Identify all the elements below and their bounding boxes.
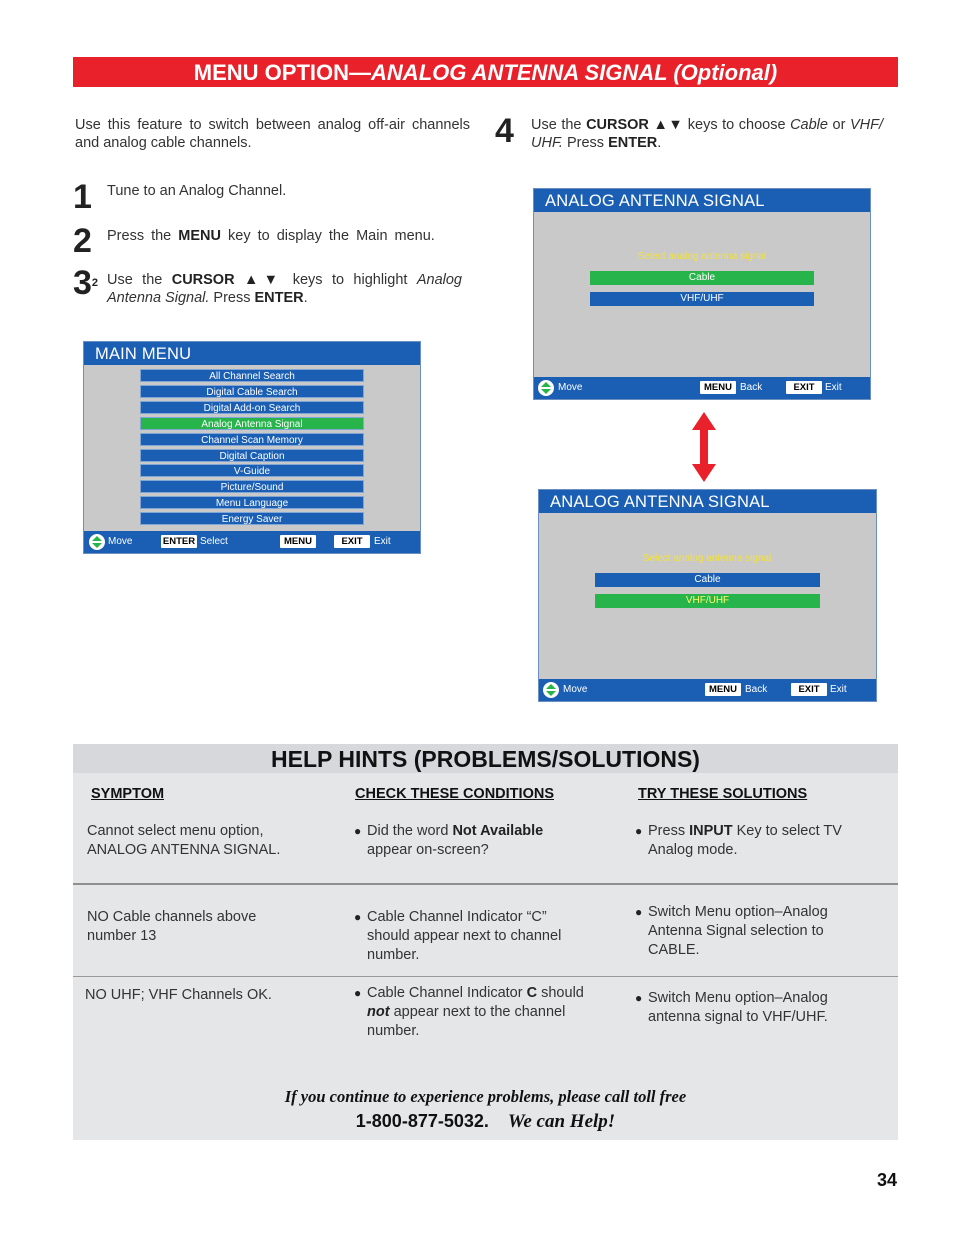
- menu-key: MENU: [280, 535, 316, 548]
- page-number: 34: [876, 1170, 897, 1190]
- antenna-screen-2-header: ANALOG ANTENNA SIGNAL: [539, 490, 876, 513]
- move-label: Move: [108, 536, 133, 547]
- menu-item-picture-sound[interactable]: Picture/Sound: [140, 480, 364, 493]
- move-label: Move: [563, 684, 588, 695]
- move-arrows-icon: [543, 682, 559, 698]
- antenna-screen-1-header: ANALOG ANTENNA SIGNAL: [534, 189, 870, 212]
- step-4-text: Use the CURSOR ▲▼ keys to choose Cable or VHF/ UHF. Press ENTER.: [531, 117, 883, 151]
- step-1-text: Tune to an Analog Channel.: [107, 183, 287, 199]
- intro-text: Use this feature to switch between analog off-air channels and analog cable channels.: [75, 117, 470, 151]
- row-1-solution: Press INPUT Key to select TV Analog mode.: [648, 823, 842, 858]
- antenna-prompt-2: Select analog antenna signal: [642, 553, 772, 564]
- exit-key: EXIT: [786, 381, 822, 394]
- row-2-condition: Cable Channel Indicator “C” should appear next to channel number.: [367, 909, 562, 963]
- row-1-symptom: Cannot select menu option, ANALOG ANTENNA SIGNAL.: [87, 823, 281, 858]
- help-footnote: If you continue to experience problems, please call toll free: [284, 1087, 687, 1106]
- exit-label: Exit: [374, 536, 391, 547]
- back-label: Back: [740, 382, 763, 393]
- exit-label: Exit: [830, 684, 847, 695]
- menu-item-digital-add-on-search[interactable]: Digital Add-on Search: [140, 401, 364, 414]
- step-2-number: 2: [73, 222, 92, 260]
- menu-item-channel-scan-memory[interactable]: Channel Scan Memory: [140, 433, 364, 446]
- bullet-icon: ●: [354, 910, 362, 924]
- row-3-condition: Cable Channel Indicator C should not appear next to the channel number.: [367, 985, 584, 1039]
- row-2-solution: Switch Menu option–Analog Antenna Signal selection to CABLE.: [648, 904, 828, 958]
- toggle-double-arrow-icon: [689, 410, 719, 484]
- step-1-number: 1: [73, 178, 92, 216]
- symptom-header: SYMPTOM: [91, 786, 165, 802]
- row-3-symptom: NO UHF; VHF Channels OK.: [85, 987, 272, 1003]
- menu-item-energy-saver[interactable]: Energy Saver: [140, 512, 364, 525]
- antenna-screen-2-footer: [539, 679, 876, 701]
- bullet-icon: ●: [635, 991, 643, 1005]
- step-4-number: 4: [495, 112, 514, 150]
- page-title-bar: [73, 57, 898, 87]
- phone-number: 1-800-877-5032.: [355, 1111, 489, 1131]
- step-3-text: Use the CURSOR ▲▼ keys to highlight Analog Antenna Signal. Press ENTER.: [107, 272, 462, 306]
- row-divider: [73, 883, 898, 885]
- antenna-screen-1-footer: [534, 377, 870, 399]
- row-1-condition: Did the word Not Available appear on-screen?: [367, 823, 544, 858]
- bullet-icon: ●: [354, 986, 362, 1000]
- select-label: Select: [200, 536, 228, 547]
- menu-key: MENU: [700, 381, 736, 394]
- exit-key: EXIT: [791, 683, 827, 696]
- antenna-screen-cable: [533, 188, 871, 400]
- menu-key: MENU: [705, 683, 741, 696]
- bullet-icon: ●: [635, 824, 643, 838]
- move-label: Move: [558, 382, 583, 393]
- option-cable[interactable]: Cable: [595, 573, 820, 587]
- menu-item-v-guide[interactable]: V-Guide: [140, 464, 364, 477]
- bullet-icon: ●: [635, 905, 643, 919]
- help-phone-line: [73, 1111, 898, 1133]
- main-menu-header: MAIN MENU: [84, 342, 420, 365]
- bullet-icon: ●: [354, 824, 362, 838]
- menu-item-all-channel-search[interactable]: All Channel Search: [140, 369, 364, 382]
- option-vhf-uhf[interactable]: VHF/UHF: [590, 292, 814, 306]
- step-3-number: $3^2$: [73, 264, 99, 302]
- enter-key: ENTER: [162, 536, 196, 547]
- title-italic: ANALOG ANTENNA SIGNAL (Optional): [371, 60, 778, 85]
- main-menu-screen: [83, 341, 421, 554]
- antenna-prompt-1: Select analog antenna signal: [637, 251, 767, 262]
- antenna-screen-vhf-uhf: [538, 489, 877, 702]
- help-hints-panel: [73, 744, 898, 1140]
- menu-item-digital-cable-search[interactable]: Digital Cable Search: [140, 385, 364, 398]
- move-arrows-icon: [538, 380, 554, 396]
- row-divider: [73, 976, 898, 977]
- solutions-header: TRY THESE SOLUTIONS: [638, 786, 808, 802]
- title-main: MENU OPTION—: [193, 60, 372, 85]
- exit-key: EXIT: [334, 535, 370, 548]
- conditions-header: CHECK THESE CONDITIONS: [355, 786, 554, 802]
- option-vhf-uhf-selected[interactable]: VHF/UHF: [595, 594, 820, 608]
- row-3-solution: Switch Menu option–Analog antenna signal to VHF/UHF.: [648, 990, 828, 1025]
- menu-item-analog-antenna-signal[interactable]: Analog Antenna Signal: [140, 417, 364, 430]
- menu-item-digital-caption[interactable]: Digital Caption: [140, 449, 364, 462]
- we-can-help: We can Help!: [507, 1111, 616, 1132]
- move-arrows-icon: [89, 534, 105, 550]
- main-menu-footer: [84, 531, 420, 553]
- row-2-symptom: NO Cable channels above number 13: [87, 909, 257, 944]
- option-cable-selected[interactable]: Cable: [590, 271, 814, 285]
- back-label: Back: [745, 684, 768, 695]
- step-2-text: Press the MENU key to display the Main menu.: [107, 228, 435, 244]
- help-hints-title: HELP HINTS (PROBLEMS/SOLUTIONS): [73, 744, 898, 773]
- exit-label: Exit: [825, 382, 842, 393]
- menu-item-menu-language[interactable]: Menu Language: [140, 496, 364, 509]
